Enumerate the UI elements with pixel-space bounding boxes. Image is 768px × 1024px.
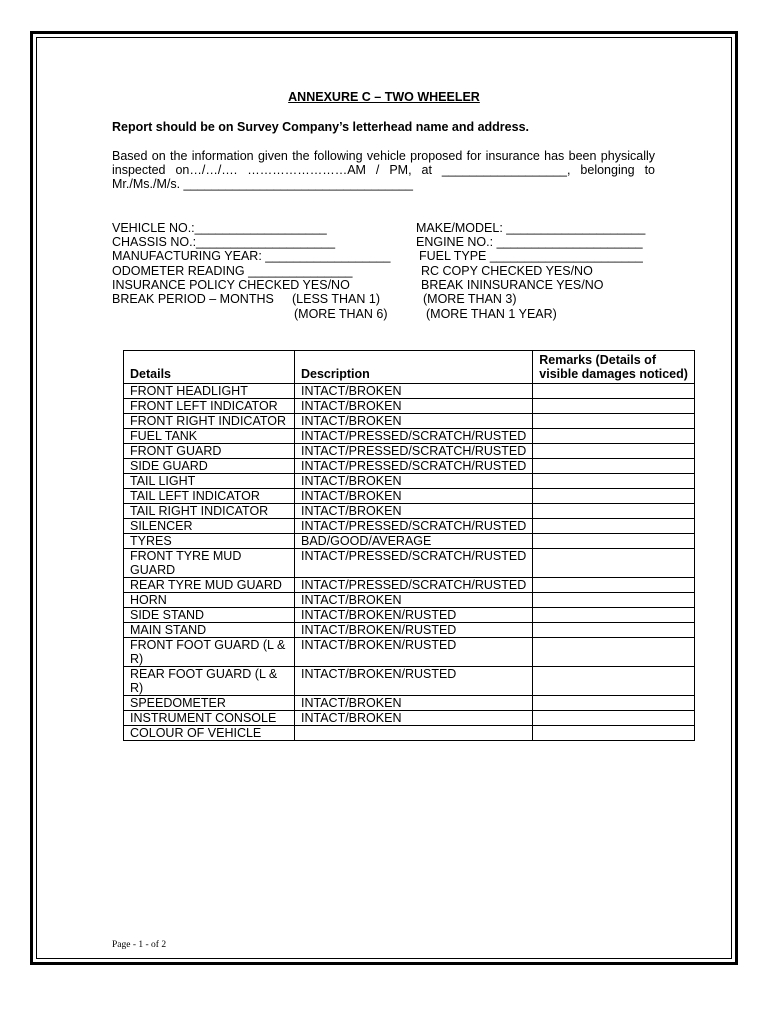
table-row <box>124 726 695 741</box>
detail-cell: REAR FOOT GUARD (L & R) <box>124 667 295 696</box>
description-cell: INTACT/BROKEN <box>295 711 533 726</box>
insurance-policy-field: INSURANCE POLICY CHECKED YES/NO <box>112 278 350 292</box>
detail-cell: COLOUR OF VEHICLE <box>124 726 295 741</box>
remarks-cell[interactable] <box>533 429 695 444</box>
detail-cell: HORN <box>124 593 295 608</box>
remarks-cell[interactable] <box>533 578 695 593</box>
table-row <box>124 399 695 414</box>
remarks-cell[interactable] <box>533 696 695 711</box>
inspected-on-text: inspected on…/…/…. ……………………AM / PM, at <box>112 163 442 177</box>
table-row <box>124 696 695 711</box>
description-cell: INTACT/BROKEN <box>295 504 533 519</box>
table-row <box>124 474 695 489</box>
remarks-cell[interactable] <box>533 459 695 474</box>
remarks-cell[interactable] <box>533 593 695 608</box>
remarks-cell[interactable] <box>533 608 695 623</box>
table-row <box>124 504 695 519</box>
table-row <box>124 459 695 474</box>
break-insurance-field: BREAK ININSURANCE YES/NO <box>421 278 604 292</box>
remarks-cell[interactable] <box>533 489 695 504</box>
location-blank: __________________ <box>441 163 567 177</box>
table-row <box>124 429 695 444</box>
description-cell: INTACT/BROKEN <box>295 696 533 711</box>
break-period-label: BREAK PERIOD – MONTHS <box>112 292 274 306</box>
remarks-cell[interactable] <box>533 667 695 696</box>
detail-cell: FRONT LEFT INDICATOR <box>124 399 295 414</box>
table-row <box>124 608 695 623</box>
description-cell: INTACT/BROKEN <box>295 399 533 414</box>
detail-cell: TAIL RIGHT INDICATOR <box>124 504 295 519</box>
remarks-cell[interactable] <box>533 519 695 534</box>
table-row <box>124 549 695 578</box>
table-row <box>124 414 695 429</box>
table-row <box>124 578 695 593</box>
description-cell <box>295 726 533 741</box>
description-cell: INTACT/BROKEN/RUSTED <box>295 623 533 638</box>
more-than-6-option: (MORE THAN 6) <box>294 307 388 321</box>
more-than-1-year-option: (MORE THAN 1 YEAR) <box>426 307 557 321</box>
table-row <box>124 534 695 549</box>
table-row <box>124 638 695 667</box>
table-header-row <box>124 351 695 384</box>
description-cell: INTACT/PRESSED/SCRATCH/RUSTED <box>295 459 533 474</box>
description-cell: INTACT/BROKEN <box>295 474 533 489</box>
description-cell: INTACT/BROKEN <box>295 489 533 504</box>
detail-cell: TYRES <box>124 534 295 549</box>
table-row <box>124 711 695 726</box>
description-cell: INTACT/PRESSED/SCRATCH/RUSTED <box>295 519 533 534</box>
letterhead-note: Report should be on Survey Company’s letterhead name and address. <box>112 120 529 134</box>
table-row <box>124 623 695 638</box>
remarks-cell[interactable] <box>533 444 695 459</box>
paragraph-line-2 <box>112 163 655 177</box>
description-cell: INTACT/BROKEN <box>295 593 533 608</box>
table-row <box>124 593 695 608</box>
table-row <box>124 519 695 534</box>
description-cell: INTACT/PRESSED/SCRATCH/RUSTED <box>295 578 533 593</box>
description-cell: INTACT/BROKEN <box>295 414 533 429</box>
remarks-cell[interactable] <box>533 711 695 726</box>
remarks-cell[interactable] <box>533 414 695 429</box>
manufacturing-year-field: MANUFACTURING YEAR: __________________ <box>112 249 391 263</box>
description-cell: BAD/GOOD/AVERAGE <box>295 534 533 549</box>
detail-cell: SPEEDOMETER <box>124 696 295 711</box>
detail-cell: FRONT GUARD <box>124 444 295 459</box>
page-number: Page - 1 - of 2 <box>112 940 167 950</box>
paragraph-line-1: Based on the information given the following vehicle proposed for insurance has been physically <box>112 149 655 163</box>
vehicle-no-field: VEHICLE NO.:___________________ <box>112 221 327 235</box>
detail-cell: SIDE GUARD <box>124 459 295 474</box>
paragraph-line-3: Mr./Ms./M/s. _________________________________ <box>112 177 413 191</box>
description-cell: INTACT/BROKEN/RUSTED <box>295 667 533 696</box>
detail-cell: REAR TYRE MUD GUARD <box>124 578 295 593</box>
remarks-cell[interactable] <box>533 638 695 667</box>
detail-cell: FRONT HEADLIGHT <box>124 384 295 399</box>
document-title: ANNEXURE C – TWO WHEELER <box>288 90 480 104</box>
remarks-cell[interactable] <box>533 549 695 578</box>
more-than-3-option: (MORE THAN 3) <box>423 292 517 306</box>
less-than-1-option: (LESS THAN 1) <box>292 292 380 306</box>
engine-no-field: ENGINE NO.: _____________________ <box>416 235 643 249</box>
inspection-paragraph <box>112 149 655 191</box>
header-details: Details <box>124 351 295 384</box>
remarks-cell[interactable] <box>533 504 695 519</box>
fuel-type-field: FUEL TYPE ______________________ <box>419 249 643 263</box>
detail-cell: INSTRUMENT CONSOLE <box>124 711 295 726</box>
table-row <box>124 489 695 504</box>
detail-cell: FUEL TANK <box>124 429 295 444</box>
description-cell: INTACT/BROKEN/RUSTED <box>295 608 533 623</box>
table-row <box>124 444 695 459</box>
remarks-cell[interactable] <box>533 384 695 399</box>
description-cell: INTACT/PRESSED/SCRATCH/RUSTED <box>295 429 533 444</box>
description-cell: INTACT/BROKEN <box>295 384 533 399</box>
inspection-table <box>123 350 695 741</box>
header-description: Description <box>295 351 533 384</box>
odometer-field: ODOMETER READING _______________ <box>112 264 353 278</box>
table-row <box>124 384 695 399</box>
remarks-cell[interactable] <box>533 474 695 489</box>
description-cell: INTACT/PRESSED/SCRATCH/RUSTED <box>295 444 533 459</box>
detail-cell: FRONT TYRE MUD GUARD <box>124 549 295 578</box>
header-remarks: Remarks (Details of visible damages noticed) <box>533 351 695 384</box>
description-cell: INTACT/PRESSED/SCRATCH/RUSTED <box>295 549 533 578</box>
rc-copy-field: RC COPY CHECKED YES/NO <box>421 264 593 278</box>
detail-cell: SIDE STAND <box>124 608 295 623</box>
description-cell: INTACT/BROKEN/RUSTED <box>295 638 533 667</box>
detail-cell: TAIL LEFT INDICATOR <box>124 489 295 504</box>
detail-cell: FRONT FOOT GUARD (L & R) <box>124 638 295 667</box>
detail-cell: TAIL LIGHT <box>124 474 295 489</box>
chassis-no-field: CHASSIS NO.:____________________ <box>112 235 336 249</box>
detail-cell: FRONT RIGHT INDICATOR <box>124 414 295 429</box>
table-row <box>124 667 695 696</box>
remarks-cell[interactable] <box>533 726 695 741</box>
detail-cell: MAIN STAND <box>124 623 295 638</box>
remarks-cell[interactable] <box>533 623 695 638</box>
remarks-cell[interactable] <box>533 399 695 414</box>
remarks-cell[interactable] <box>533 534 695 549</box>
belonging-to-text: , belonging to <box>567 163 655 177</box>
detail-cell: SILENCER <box>124 519 295 534</box>
make-model-field: MAKE/MODEL: ____________________ <box>416 221 646 235</box>
